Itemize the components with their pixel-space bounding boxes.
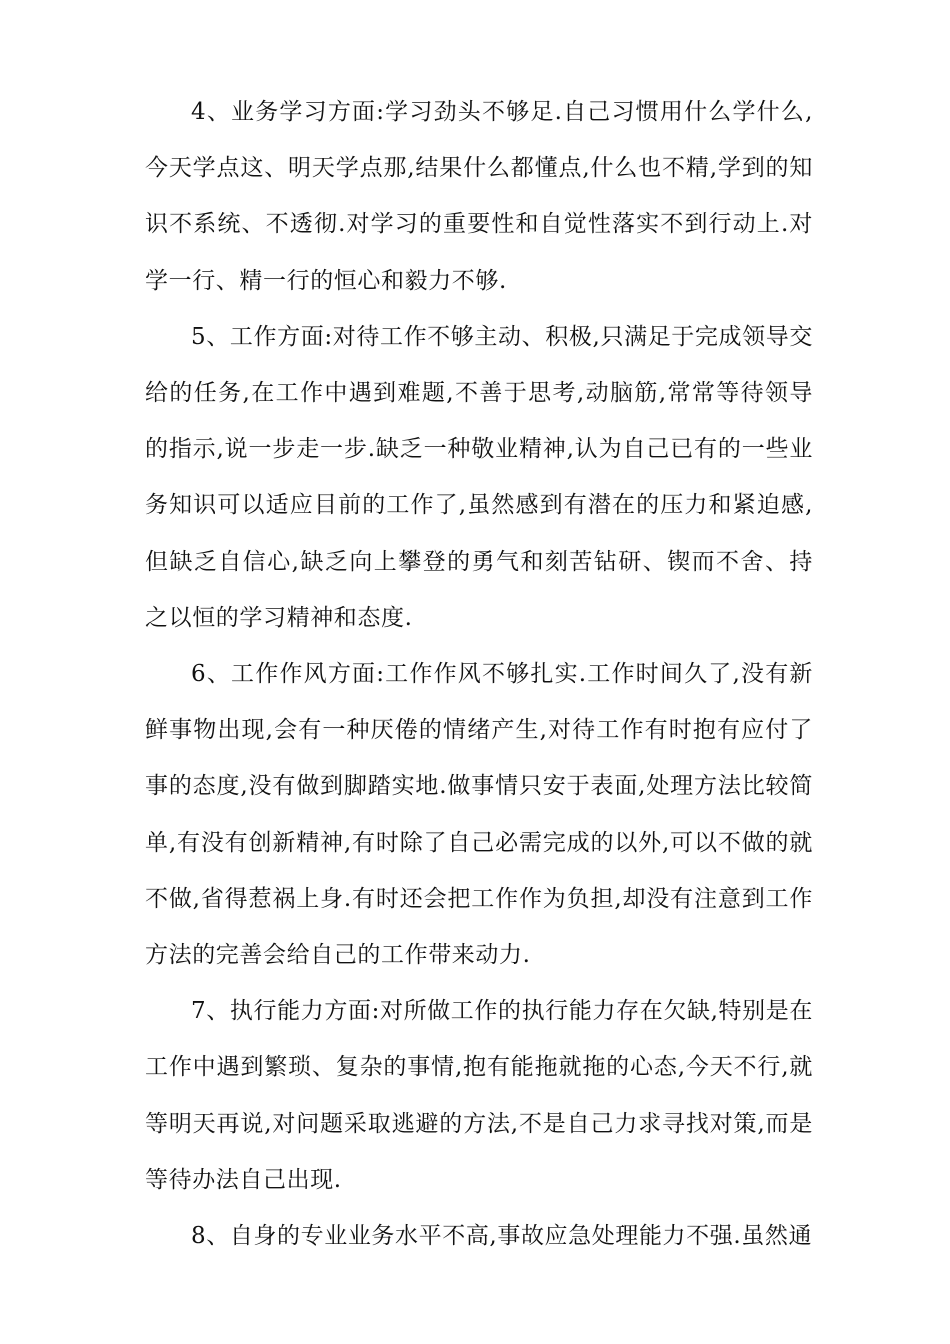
paragraph-professional-skill: 8、自身的专业业务水平不高,事故应急处理能力不强.虽然通 — [191, 1223, 813, 1250]
paragraph-study: 4、业务学习方面:学习劲头不够足.自己习惯用什么学什么,今天学点这、明天学点那,结果什么都懂点,什么也不精,学到的知识不系统、不透彻.对学习的重要性和自觉性落实不到行动上.对学一行、精一行的恒心和毅力不够. — [145, 99, 813, 294]
paragraph-execution: 7、执行能力方面:对所做工作的执行能力存在欠缺,特别是在工作中遇到繁琐、复杂的事情,抱有能拖就拖的心态,今天不行,就等明天再说,对问题采取逃避的方法,不是自己力求寻找对策,而是等待办法自己出现. — [145, 998, 813, 1193]
document-body — [145, 84, 813, 1264]
paragraph-work-style: 6、工作作风方面:工作作风不够扎实.工作时间久了,没有新鲜事物出现,会有一种厌倦的情绪产生,对待工作有时抱有应付了事的态度,没有做到脚踏实地.做事情只安于表面,处理方法比较简单,有没有创新精神,有时除了自己必需完成的以外,可以不做的就不做,省得惹祸上身.有时还会把工作作为负担,却没有注意到工作方法的完善会给自己的工作带来动力. — [145, 661, 813, 969]
paragraph-work: 5、工作方面:对待工作不够主动、积极,只满足于完成领导交给的任务,在工作中遇到难题,不善于思考,动脑筋,常常等待领导的指示,说一步走一步.缺乏一种敬业精神,认为自己已有的一些业务知识可以适应目前的工作了,虽然感到有潜在的压力和紧迫感,但缺乏自信心,缺乏向上攀登的勇气和刻苦钻研、锲而不舍、持之以恒的学习精神和态度. — [145, 323, 813, 631]
